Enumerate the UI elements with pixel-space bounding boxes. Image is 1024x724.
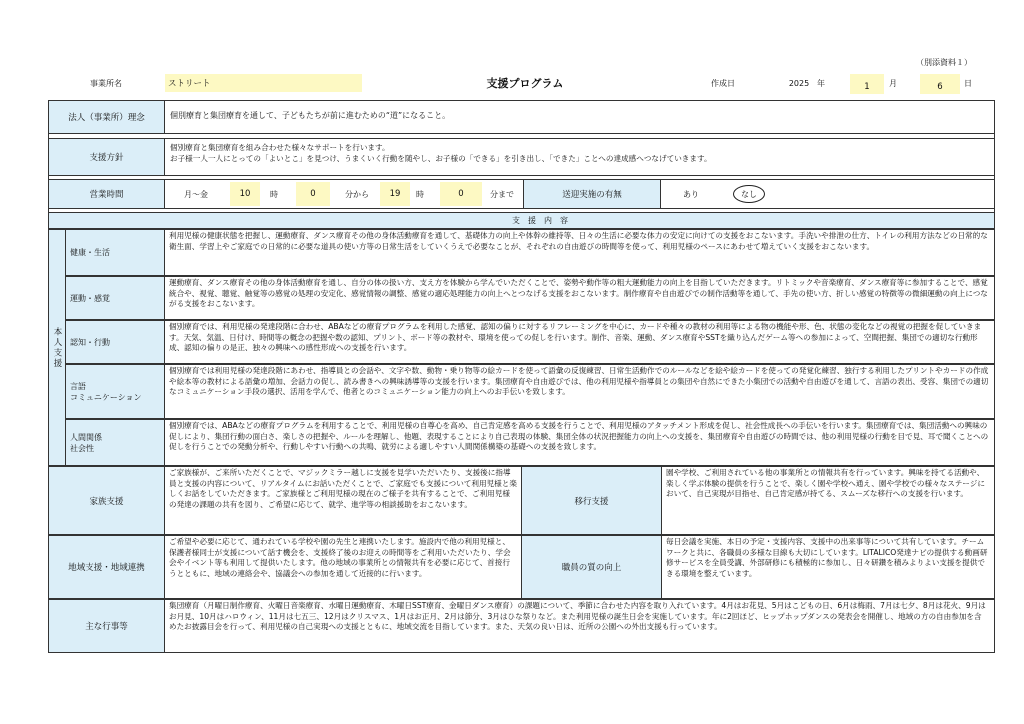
- main-row-text: 利用児様の健康状態を把握し、運動療育、ダンス療育その他の身体活動療育を通して、基礎体力の向上や体幹の維持等、日々の生活に必要な体力の安定に向けての支援をおこないます。手洗いや排泄の仕方、トイレの利用方法などの日常的な衛生面、学習上やご家庭での日常的に必要な道具の使い方等の日常生活をしていくうえで必要なことが、それぞれの自由遊びの時間等を使って、利用児様のペースにあわせて増えていく支援をおこないます。: [169, 231, 988, 251]
- document-tag: （別添資料１）: [916, 58, 972, 67]
- from-label: 分から: [345, 189, 369, 199]
- main-row-label: 認知・行動: [65, 320, 165, 364]
- main-row-text: 個別療育では、利用児様の発達段階に合わせ、ABAなどの療育プログラムを利用した感覚、認知の偏りに対するリフレーミングを中心に、カードや種々の教材の利用等による物の機能や形、色、状態の変化などの視覚の把握を促していきます。天気、気温、日付け、時間等の概念の把握や数の認知、プリント、ボード等の教材や、環境を使っての促しを行います。制作、音楽、運動、ダンス療育やSSTを織り込んだゲーム等への参加によって、空間把握、集団での適切な行動形成、認知の偏りの是正、独々の興味への感性形成への支援を行います。: [169, 322, 982, 353]
- policy-line2: お子様一人一人にとっての「よいとこ」を見つけ、うまくいく行動を随やし、お子様の「できる」を引き出し、「できた」ことへの達成感へつなげていきます。: [170, 154, 712, 163]
- hour-unit-1: 時: [270, 189, 278, 199]
- bottom-row-right-text: 園や学校、ご利用されている他の事業所との情報共有を行っています。興味を持てる活動や、楽しく学ぶ体験の提供を行うことで、楽しく園や学校へ通え、園や学校での様々なステージにおいて、自己実現が目指せ、自己肯定感が持てる、スムーズな移行への支援を行います。: [666, 468, 985, 499]
- office-label: 事業所名: [90, 78, 122, 88]
- hour-unit-2: 時: [416, 189, 424, 199]
- main-row-text: 運動療育、ダンス療育その他の身体活動療育を通し、自分の体の扱い方、支え方を体験から学んでいただくことで、姿勢や動作等の粗大運動能力の向上を目指していただきます。リトミックや音楽療育、ダンス療育等に参加することで、感覚統合や、視覚、聴覚、触覚等の感覚の処理の安定化、感覚情報の調整、感覚の適応処理能力の向上へとつなげる支援をおこないます。制作療育や自由遊びでの制作活動等を通して、手先の使い方、折しい感覚の特徴等の微細運動の向上につながる支援をおこないます。: [169, 278, 988, 309]
- hours-label: 営業時間: [48, 179, 165, 209]
- main-support-label: 本人支援: [48, 229, 66, 466]
- main-row-text: 個別療育では利用児様の発達段階にあわせ、指導員との会話や、文字や数、動物・乗り物等の絵カードを使って語彙の反復練習、日常生活動作でのルールなどを絵や絵カードを使っての発覚化練習、独行する利用したプリントやカードの作成や絵本等の教材による語彙の増加、会話力の促し、読み書きへの興味誘導等の支援を行います。集団療育や自由遊びでは、他の利用児様や指導員との集団や自然にできた小集団での活動や自由遊びを通して、言語の表出、受容、集団での適切なコミュニケーション手段の選択、活用を学んで、他者とのコミュニケーション能力の向上へのお手伝いを致します。: [169, 366, 989, 397]
- bottom-row-left-label: 家族支援: [48, 466, 165, 535]
- bottom-row-left-label: 主な行事等: [48, 599, 165, 653]
- day-unit: 日: [964, 78, 972, 88]
- main-row-label: 運動・感覚: [65, 276, 165, 320]
- hours-days: 月～金: [184, 189, 208, 199]
- until-label: 分まで: [490, 189, 514, 199]
- policy-label: 支援方針: [48, 138, 165, 176]
- support-header: 支 援 内 容: [512, 216, 568, 225]
- end-minute-field[interactable]: 0: [440, 182, 482, 206]
- month-field[interactable]: 1: [850, 74, 884, 94]
- bottom-row-left-label: 地域支援・地域連携: [48, 535, 165, 599]
- policy-line1: 個別療育と集団療育を組み合わせた様々なサポートを行います。: [170, 143, 390, 152]
- bottom-row-right-label: 移行支援: [521, 466, 662, 535]
- philosophy-label: 法人（事業所）理念: [48, 100, 165, 134]
- office-name-field[interactable]: ストリート: [165, 74, 362, 92]
- bottom-row-left-text: ご希望や必要に応じて、通われている学校や園の先生と連携いたします。施設内で他の利用児様と、保護者様同士が支援について話す機会を、支援終了後のお迎えの時間等をご利用いただいたり、学会会やイベント等も利用して提供いたします。他の地域の事業所との情報共有を必要に応じて、首接行うとともに、地域の連絡会や、協議会への参加を通して近接的に行います。: [169, 537, 511, 578]
- philosophy-text: 個別療育と集団療育を通して、子どもたちが前に進むための“道”になること。: [170, 111, 451, 120]
- start-minute-field[interactable]: 0: [296, 182, 330, 206]
- bottom-row-right-text: 毎日会議を実施、本日の予定・支援内容、支援中の出来事等について共有しています。チームワークと共に、各職員の多様な目線も大切にしています。LITALICO発達ナビの提供する動画研修サービスを全員受講、外部研修にも積極的に参加し、日々研鑽を積みよりよい支援を提供できる環境を整えています。: [666, 537, 988, 578]
- bottom-row-left-text: ご家族様が、ご来所いただくことで、マジックミラー越しに支援を見学いただいたり、支援後に指導員と支援の内容について、リアルタイムにお話いただくことで、ご家庭でも支援について利用児様と楽しくお話をしていただきます。ご家族様とご利用児様の現在のご様子を共有することで、ご利用児様の発達の課題の共有を図り、ご希望に応じて、就学、進学等の相談援助をおこないます。: [169, 468, 517, 509]
- bottom-row-right-label: 職員の質の向上: [521, 535, 662, 599]
- start-hour-field[interactable]: 10: [230, 182, 260, 206]
- main-row-label: 健康・生活: [65, 229, 165, 276]
- events-text: 集団療育（月曜日制作療育、火曜日音楽療育、水曜日運動療育、木曜日SST療育、金曜日ダンス療育）の課題について、季節に合わせた内容を取り入れています。4月はお花見、5月はこどもの日、6月は梅雨、7月は七夕、8月は花火、9月はお月見、10月はハロウィン、11月は七五三、12月はクリスマス、1月はお正月、2月は節分、3月はひな祭りなど。また利用児様の誕生日会を実施しています。年に2回ほど、ヒップホップダンスの発表会を開催し、地域の方の自由参加を含めたお披露目会を行って、利用児様の自己実現への支援とともに、地域交流を目指しています。また、天気の良い日は、近所の公園への外出支援も行っています。: [169, 601, 986, 632]
- page-title: 支援プログラム: [486, 77, 564, 90]
- transport-label: 送迎実施の有無: [523, 179, 661, 209]
- day-field[interactable]: 6: [920, 74, 960, 94]
- main-row-label: 言語 コミュニケーション: [65, 364, 165, 419]
- transport-no-option-circled[interactable]: なし: [733, 185, 765, 203]
- end-hour-field[interactable]: 19: [380, 182, 410, 206]
- year-unit: 年: [817, 78, 825, 88]
- date-label: 作成日: [711, 78, 735, 88]
- main-row-label: 人間関係 社会性: [65, 419, 165, 466]
- transport-yes-option[interactable]: あり: [683, 189, 699, 199]
- main-row-text: 個別療育では、ABAなどの療育プログラムを利用することで、利用児様の自尊心を高め、自己肯定感を高める支援を行うことで、利用児様のアタッチメント形成を促し、社会性成長への手伝いを行います。集団療育では、集団活動への興味の促しにより、集団行動の面白さ、楽しさの把握や、ルールを理解し、他題、表現することにより自己表現の体験、集団全体の状況把握能力の向上への支援を、集団療育や自由遊びの時間では、他の利用児様の行動を目で見、耳で聞くことへの促しを行うことでの発動分析や、行動しやすい行動への共鳴、就労による適しやすい人間関係構築の基礎への支援を致します。: [169, 421, 989, 452]
- year-value[interactable]: 2025: [788, 78, 810, 88]
- month-unit: 月: [889, 78, 897, 88]
